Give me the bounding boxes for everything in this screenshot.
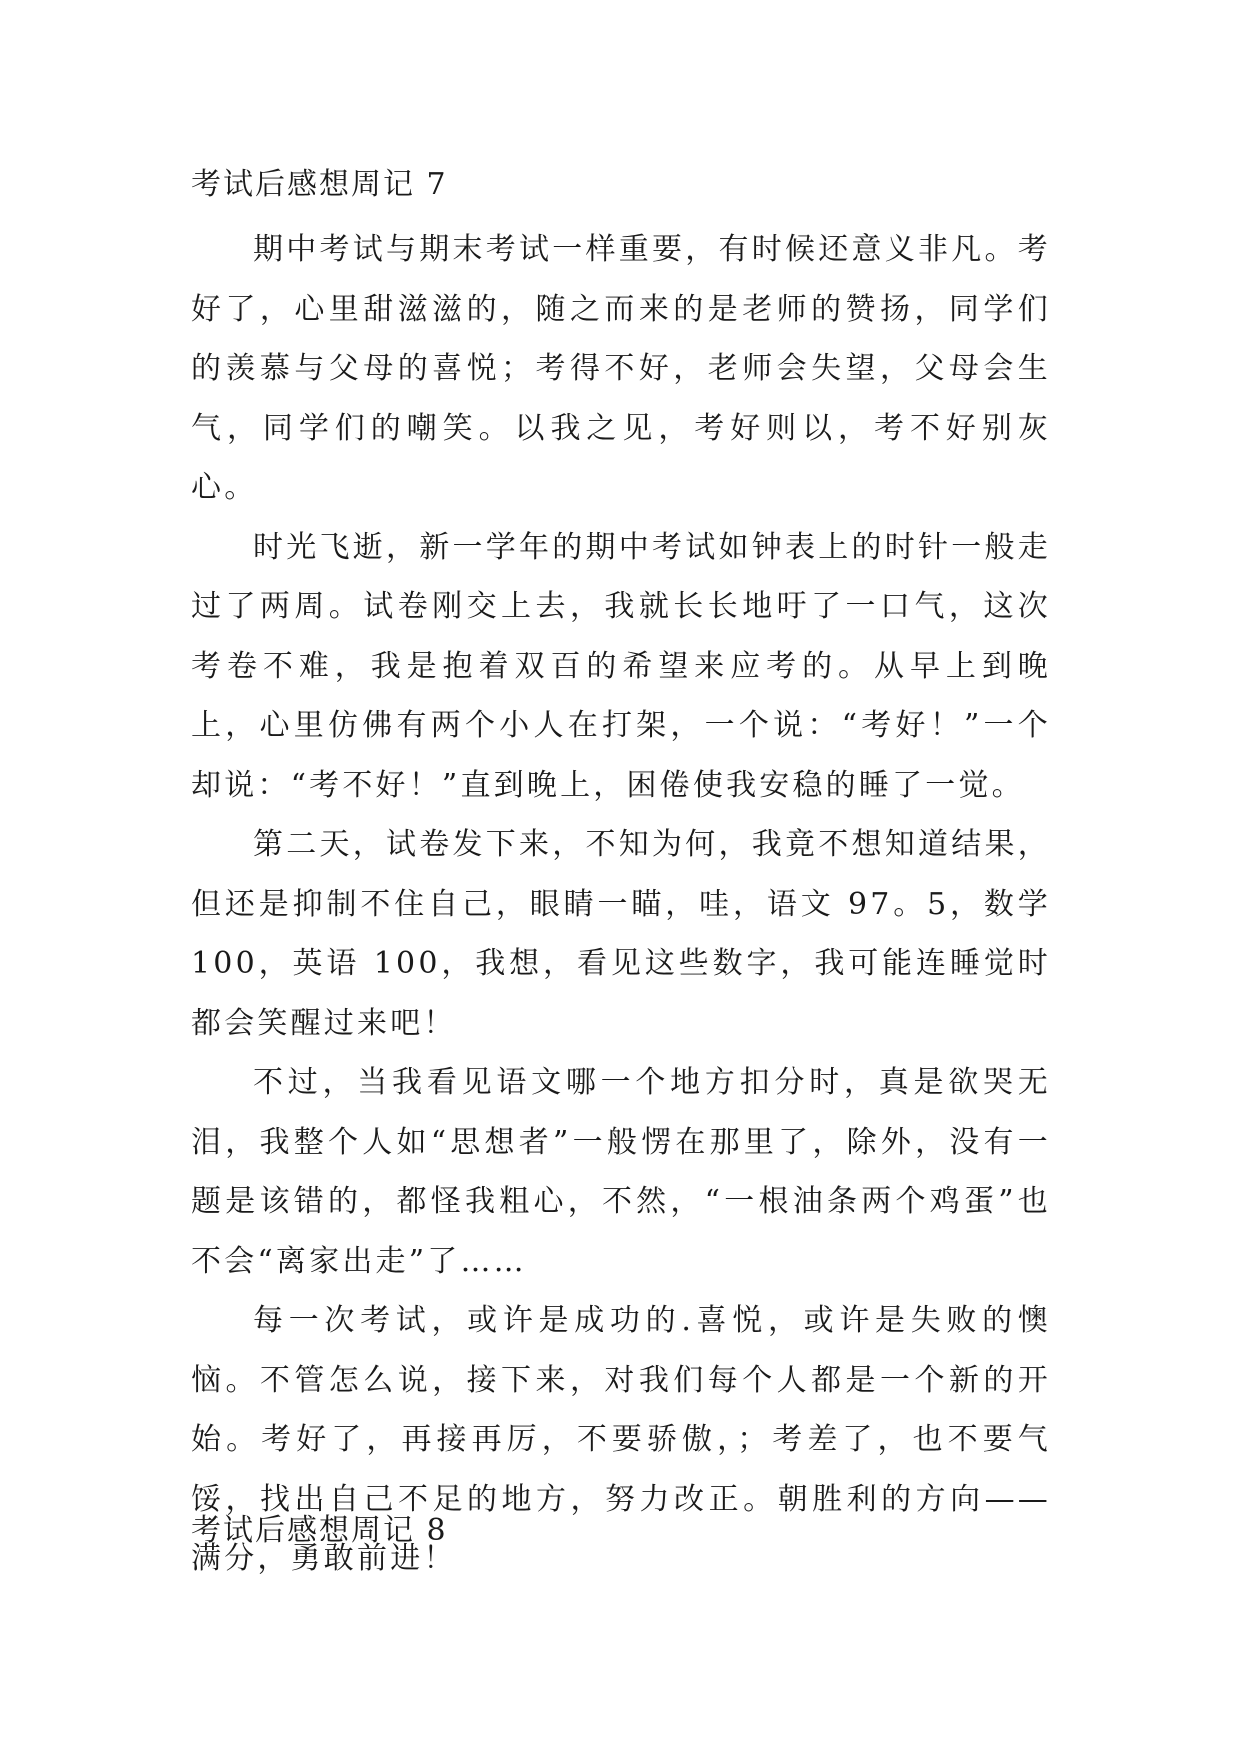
paragraph-3: 第二天，试卷发下来，不知为何，我竟不想知道结果，但还是抑制不住自己，眼睛一瞄，哇，语文 97。5，数学 100，英语 100，我想，看见这些数字，我可能连睡觉时都会笑醒过来吧！ bbox=[191, 827, 1051, 1041]
section-7-title: 考试后感想周记 7 bbox=[191, 167, 448, 202]
section-8-title: 考试后感想周记 8 bbox=[191, 1513, 448, 1548]
paragraph-2: 时光飞逝，新一学年的期中考试如钟表上的时针一般走过了两周。试卷刚交上去，我就长长地吁了一口气，这次考卷不难，我是抱着双百的希望来应考的。从早上到晚上，心里仿佛有两个小人在打架，一个说：“考好！”一个却说：“考不好！”直到晚上，困倦使我安稳的睡了一觉。 bbox=[191, 529, 1051, 803]
section-7-paragraphs bbox=[191, 220, 1051, 1589]
paragraph-5: 每一次考试，或许是成功的.喜悦，或许是失败的懊恼。不管怎么说，接下来，对我们每个人都是一个新的开始。考好了，再接再厉，不要骄傲，；考差了，也不要气馁，找出自己不足的地方，努力改正。朝胜利的方向——满分，勇敢前进！ bbox=[191, 1303, 1051, 1576]
paragraph-4: 不过，当我看见语文哪一个地方扣分时，真是欲哭无泪，我整个人如“思想者”一般愣在那里了，除外，没有一题是该错的，都怪我粗心，不然，“一根油条两个鸡蛋”也不会“离家出走”了…… bbox=[191, 1065, 1051, 1279]
paragraph-1: 期中考试与期末考试一样重要，有时候还意义非凡。考好了，心里甜滋滋的，随之而来的是老师的赞扬，同学们的羡慕与父母的喜悦；考得不好，老师会失望，父母会生气，同学们的嘲笑。以我之见，考好则以，考不好别灰心。 bbox=[191, 232, 1051, 505]
